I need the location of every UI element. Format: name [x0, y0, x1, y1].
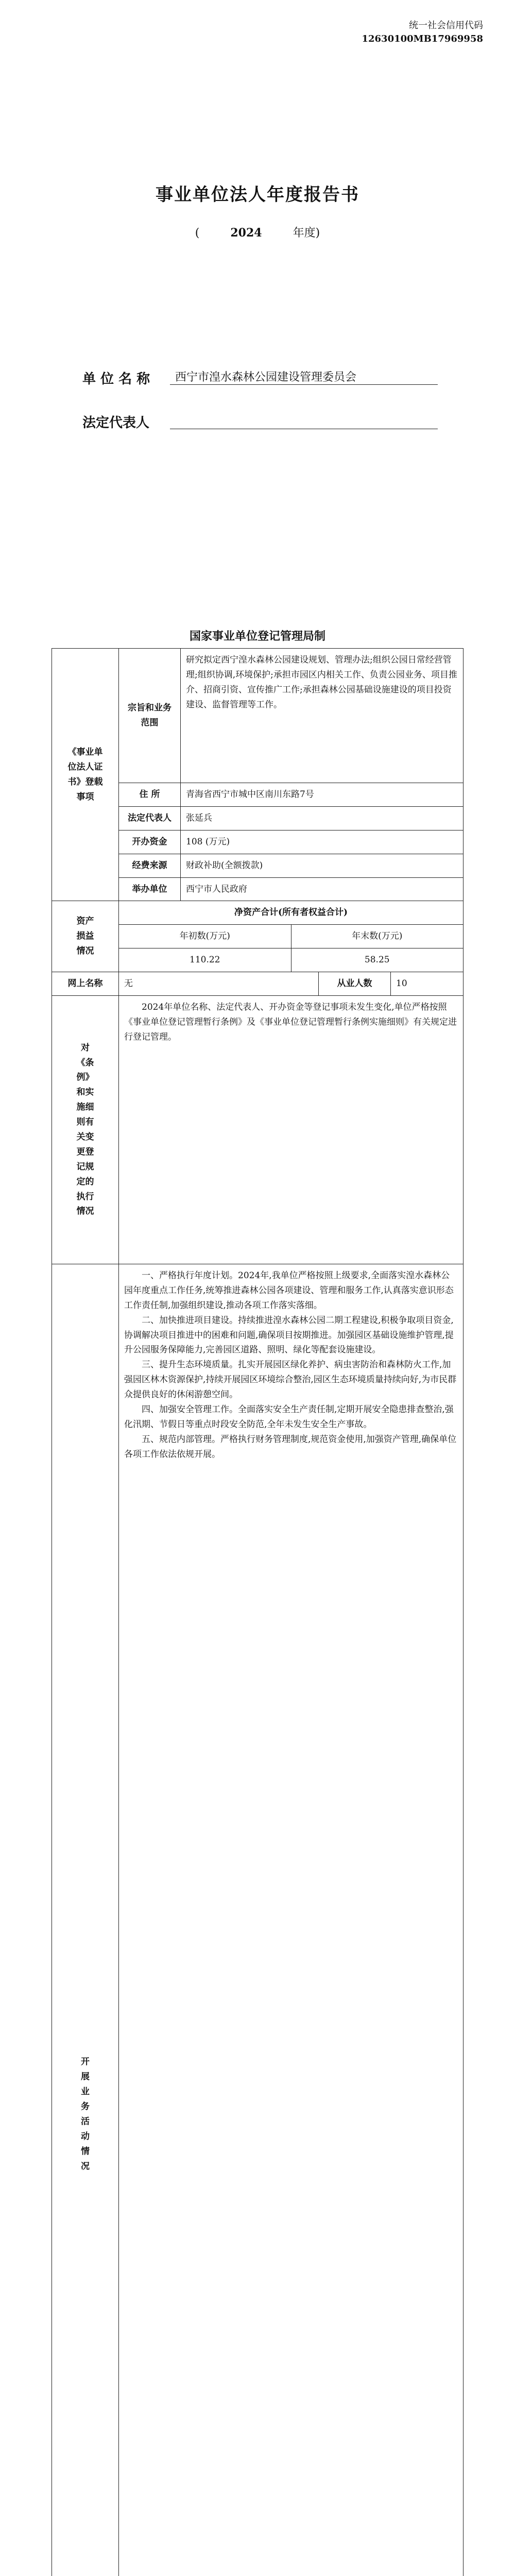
legal-rep-table-label: 法定代表人 [119, 807, 181, 830]
assets-content [119, 901, 463, 972]
unit-name-label: 单 位 名 称 [82, 371, 150, 387]
cert-block [52, 649, 463, 901]
legal-rep-label: 法定代表人 [82, 415, 150, 431]
unit-name-row [82, 368, 357, 387]
legal-rep-table-row [119, 807, 463, 831]
sponsor-value: 西宁市人民政府 [186, 884, 247, 894]
source-row [119, 854, 463, 878]
funds-label: 开办资金 [119, 831, 181, 854]
business-label-text: 开展业务活动情况 [81, 2057, 90, 2172]
year-suffix: 年度) [293, 227, 320, 240]
address-value: 青海省西宁市城中区南川东路7号 [186, 789, 314, 800]
assets-head-row [119, 925, 463, 948]
compliance-label [52, 996, 119, 1264]
credit-code-value: 12630100MB17969958 [362, 33, 483, 44]
business-row [52, 1264, 463, 2576]
address-row [119, 783, 463, 807]
business-paragraph-3: 三、提升生态环境质量。扎实开展园区绿化养护、病虫害防治和森林防火工作,加强园区林木资源保护,持续开展园区环境综合整治,园区生态环境质量持续向好,为市民群众提供良好的休闲游憩空间。 [124, 1360, 457, 1400]
net-value: 无 [119, 972, 319, 995]
compliance-label-text: 对《条例》和实施细则有关变更登记规定的执行情况 [76, 1042, 94, 1217]
assets-end-value: 58.25 [364, 955, 390, 965]
funds-value: 108 (万元) [186, 836, 230, 847]
legal-rep-row [82, 412, 149, 431]
compliance-row [52, 996, 463, 1264]
report-table [52, 648, 464, 2576]
sponsor-row [119, 878, 463, 901]
business-value [119, 1264, 463, 2576]
cert-label-text: 《事业单位法人证书》登载事项 [67, 747, 103, 802]
compliance-value [119, 996, 463, 1264]
assets-title-row [119, 901, 463, 925]
business-label [52, 1264, 119, 2576]
assets-begin-value: 110.22 [119, 948, 291, 972]
business-paragraph-5: 五、规范内部管理。严格执行财务管理制度,规范资金使用,加强资产管理,确保单位各项工作依法依规开展。 [124, 1434, 457, 1460]
unit-name-value: 西宁市湟水森林公园建设管理委员会 [170, 368, 438, 385]
source-value: 财政补助(全额拨款) [186, 860, 263, 871]
funds-row [119, 831, 463, 854]
business-paragraph-2: 二、加快推进项目建设。持续推进湟水森林公园二期工程建设,积极争取项目资金,协调解决项目推进中的困难和问题,确保项目按期推进。加强园区基础设施维护管理,提升公园服务保障能力,完善园区道路、照明、绿化等配套设施建设。 [124, 1315, 454, 1355]
credit-code-label: 统一社会信用代码 [409, 20, 483, 31]
assets-title: 净资产合计(所有者权益合计) [234, 907, 348, 918]
net-label: 网上名称 [52, 972, 119, 995]
assets-begin-label: 年初数(万元) [119, 925, 291, 948]
cert-content [119, 649, 463, 901]
source-label: 经费来源 [119, 854, 181, 877]
assets-block [52, 901, 463, 972]
purpose-label: 宗旨和业务范围 [119, 649, 181, 783]
sponsor-label: 举办单位 [119, 878, 181, 901]
cert-label [52, 649, 119, 901]
address-label: 住 所 [119, 783, 181, 806]
staff-label: 从业人数 [319, 972, 391, 995]
business-paragraph-1: 一、严格执行年度计划。2024年,我单位严格按照上级要求,全面落实湟水森林公园年度重点工作任务,统筹推进森林公园各项建设、管理和服务工作,认真落实意识形态工作责任制,加强组织建设,推动各项工作落实落细。 [124, 1270, 454, 1311]
purpose-row [119, 649, 463, 783]
net-staff-row [52, 972, 463, 996]
year-value: 2024 [230, 226, 262, 240]
year-open: ( [195, 227, 200, 240]
staff-value: 10 [396, 978, 407, 989]
assets-value-row [119, 948, 463, 972]
assets-end-label: 年末数(万元) [352, 931, 403, 942]
business-paragraph-4: 四、加强安全管理工作。全面落实安全生产责任制,定期开展安全隐患排查整治,强化汛期、节假日等重点时段安全防范,全年未发生安全生产事故。 [124, 1404, 454, 1430]
purpose-value: 研究拟定西宁湟水森林公园建设规划、管理办法;组织公园日常经营管理;组织协调,环境保护;承担市园区内相关工作、负责公园业务、项目推介、招商引资、宣传推广工作;承担森林公园基础设施建设的项目投资建设、监督管理等工作。 [186, 655, 457, 710]
report-year [0, 224, 515, 240]
compliance-text: 2024年单位名称、法定代表人、开办资金等登记事项未发生变化,单位严格按照《事业单位登记管理暂行条例》及《事业单位登记管理暂行条例实施细则》有关规定进行登记管理。 [124, 1002, 457, 1042]
assets-label [52, 901, 119, 972]
assets-label-text: 资产损益情况 [76, 916, 94, 957]
report-title: 事业单位法人年度报告书 [156, 184, 359, 205]
issuer-title: 国家事业单位登记管理局制 [189, 630, 325, 643]
legal-rep-table-value: 张延兵 [186, 812, 212, 823]
